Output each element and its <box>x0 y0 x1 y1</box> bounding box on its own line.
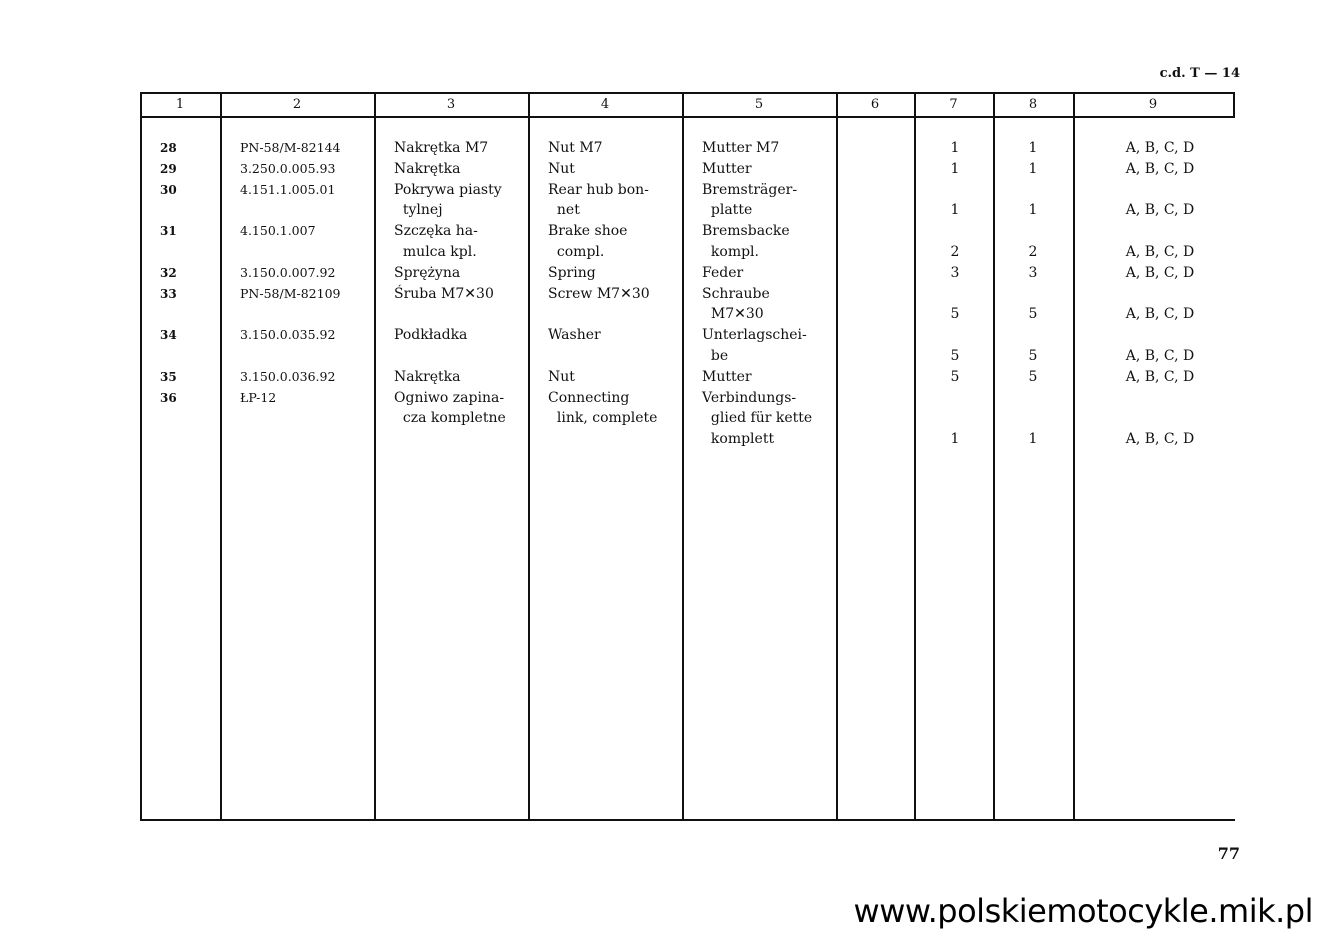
polish-name: Pokrywa piasty tylnej <box>394 181 502 219</box>
header-col-5: 5 <box>754 97 764 112</box>
table-bottom-rule <box>140 819 1235 821</box>
item-number: 31 <box>160 224 177 239</box>
quantity-col-7: 5 <box>950 368 960 385</box>
header-col-7: 7 <box>949 97 958 112</box>
quantity-col-7: 5 <box>950 348 960 364</box>
german-name: Bremsträger- platte <box>702 181 798 219</box>
part-code: 3.150.0.007.92 <box>240 264 336 280</box>
quantity-col-8: 5 <box>1028 348 1038 364</box>
item-number: 35 <box>160 369 177 384</box>
part-code: 3.150.0.035.92 <box>240 327 336 343</box>
header-col-1: 1 <box>175 97 185 112</box>
quantity-col-7: 1 <box>950 140 960 156</box>
quantity-col-7: 1 <box>950 431 960 448</box>
item-number: 34 <box>160 328 177 343</box>
part-code: 3.150.0.036.92 <box>240 368 336 384</box>
german-name: Unterlagschei- be <box>702 327 807 364</box>
quantity-col-7: 3 <box>950 264 960 281</box>
column-divider <box>1233 92 1235 116</box>
column-divider <box>220 92 222 819</box>
versions: A, B, C, D <box>1125 368 1195 385</box>
versions: A, B, C, D <box>1125 202 1195 219</box>
quantity-col-8: 5 <box>1028 368 1038 385</box>
item-number: 32 <box>160 265 177 280</box>
item-number: 28 <box>160 141 177 155</box>
polish-name: Śruba M7✕30 <box>394 285 494 302</box>
versions: A, B, C, D <box>1125 140 1195 156</box>
quantity-col-8: 2 <box>1028 244 1038 260</box>
part-code: 3.250.0.005.93 <box>240 160 336 176</box>
english-name: Washer <box>548 327 601 344</box>
item-number: 36 <box>160 390 177 405</box>
column-divider <box>1073 92 1075 819</box>
header-col-3: 3 <box>446 97 456 112</box>
quantity-col-8: 3 <box>1028 264 1038 281</box>
english-name: Nut M7 <box>548 140 603 156</box>
german-name: Mutter <box>702 160 752 177</box>
german-name: Verbindungs- glied für kette komplett <box>702 389 813 448</box>
header-col-6: 6 <box>870 97 880 112</box>
quantity-col-7: 1 <box>950 202 960 219</box>
part-code: PN-58/M-82144 <box>240 140 341 155</box>
quantity-col-8: 5 <box>1028 306 1038 323</box>
column-divider <box>374 92 376 819</box>
quantity-col-7: 2 <box>950 244 960 260</box>
polish-name: Nakrętka <box>394 368 461 385</box>
header-col-9: 9 <box>1148 97 1158 112</box>
polish-name: Nakrętka M7 <box>394 140 489 156</box>
versions: A, B, C, D <box>1125 264 1195 281</box>
quantity-col-8: 1 <box>1028 431 1038 448</box>
quantity-col-8: 1 <box>1028 140 1038 156</box>
polish-name: Podkładka <box>394 327 468 344</box>
part-code: PN-58/M-82109 <box>240 285 341 301</box>
table-top-rule <box>140 92 1235 94</box>
quantity-col-7: 1 <box>950 160 960 177</box>
polish-name: Nakrętka <box>394 160 461 177</box>
item-number: 33 <box>160 286 177 301</box>
versions: A, B, C, D <box>1125 244 1195 260</box>
english-name: Brake shoe compl. <box>548 223 628 260</box>
german-name: Feder <box>702 264 744 281</box>
polish-name: Ogniwo zapina- cza kompletne <box>394 389 506 427</box>
versions: A, B, C, D <box>1125 306 1195 323</box>
website-watermark: www.polskiemotocykle.mik.pl <box>853 892 1313 930</box>
polish-name: Sprężyna <box>394 264 461 281</box>
parts-table <box>140 92 1235 822</box>
english-name: Spring <box>548 264 596 281</box>
quantity-col-8: 1 <box>1028 160 1038 177</box>
english-name: Nut <box>548 160 575 177</box>
item-number: 29 <box>160 161 177 176</box>
english-name: Connecting link, complete <box>548 389 658 427</box>
versions: A, B, C, D <box>1125 431 1195 448</box>
versions: A, B, C, D <box>1125 160 1195 177</box>
english-name: Screw M7✕30 <box>548 285 650 302</box>
german-name: Mutter <box>702 368 752 385</box>
page-reference: c.d. T — 14 <box>1159 66 1240 81</box>
part-code: ŁP-12 <box>240 389 277 405</box>
german-name: Bremsbacke kompl. <box>702 223 790 260</box>
german-name: Schraube M7✕30 <box>702 285 770 323</box>
page-number: 77 <box>1217 844 1240 863</box>
part-code: 4.150.1.007 <box>240 223 316 239</box>
versions: A, B, C, D <box>1125 348 1195 364</box>
quantity-col-8: 1 <box>1028 202 1038 219</box>
header-col-4: 4 <box>600 97 610 112</box>
english-name: Rear hub bon- net <box>548 181 649 219</box>
header-col-8: 8 <box>1028 97 1038 112</box>
column-divider <box>993 92 995 819</box>
column-divider <box>914 92 916 819</box>
quantity-col-7: 5 <box>950 306 960 323</box>
part-code: 4.151.1.005.01 <box>240 181 336 197</box>
german-name: Mutter M7 <box>702 140 780 156</box>
polish-name: Szczęka ha- mulca kpl. <box>394 223 478 260</box>
item-number: 30 <box>160 182 177 197</box>
column-divider <box>140 92 142 819</box>
header-col-2: 2 <box>292 97 302 112</box>
english-name: Nut <box>548 368 575 385</box>
header-bottom-rule <box>140 116 1235 118</box>
